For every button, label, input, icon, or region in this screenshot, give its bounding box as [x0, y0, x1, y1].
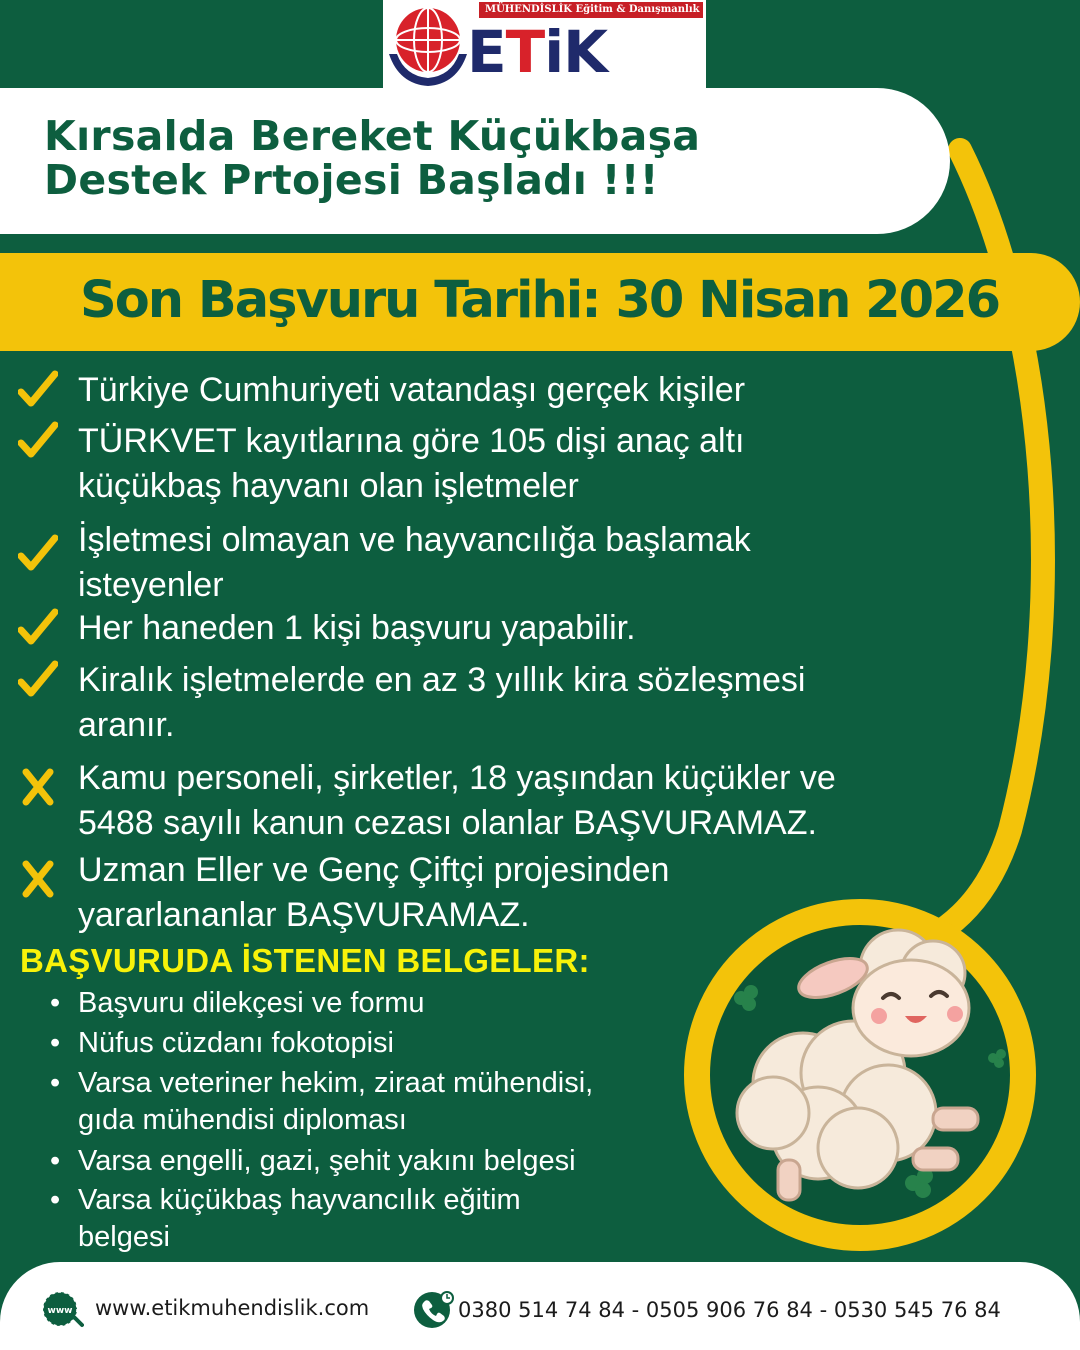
criteria-line: Uzman Eller ve Genç Çiftçi projesinden [78, 851, 670, 889]
headline-line-2: Destek Prtojesi Başladı !!! [44, 156, 659, 204]
logo-letter-t: T [505, 18, 545, 86]
criteria-line: İşletmesi olmayan ve hayvancılığa başlamak [78, 521, 751, 559]
headline-bubble [0, 88, 950, 234]
criteria-line: isteyenler [78, 566, 224, 604]
criteria-line: Türkiye Cumhuriyeti vatandaşı gerçek kişiler [78, 371, 746, 409]
criteria-line: küçükbaş hayvanı olan işletmeler [78, 467, 579, 505]
documents-title: BAŞVURUDA İSTENEN BELGELER: [20, 942, 590, 979]
check-mark-icon [18, 368, 58, 410]
deadline-banner [0, 253, 1080, 351]
criteria-line: Kiralık işletmelerde en az 3 yıllık kira sözleşmesi [78, 661, 806, 699]
website-link[interactable]: www.etikmuhendislik.com [95, 1296, 370, 1320]
check-mark-icon [18, 419, 58, 461]
headline-line-1: Kırsalda Bereket Küçükbaşa [44, 112, 701, 160]
www-icon-label: www [47, 1306, 73, 1316]
criteria-line: TÜRKVET kayıtlarına göre 105 dişi anaç altı [78, 422, 745, 460]
criteria-line: Kamu personeli, şirketler, 18 yaşından küçükler ve [78, 759, 836, 797]
logo-letter-e: E [467, 18, 506, 86]
bullet: • [50, 1145, 61, 1177]
phone-icon [412, 1289, 456, 1331]
document-line: Varsa küçükbaş hayvancılık eğitim [78, 1184, 521, 1216]
phone-numbers[interactable]: 0380 514 74 84 - 0505 906 76 84 - 0530 545 76 84 [458, 1298, 1001, 1322]
logo-tagline: MÜHENDİSLİK Eğitim & Danışmanlık [479, 2, 703, 18]
bullet: • [50, 1027, 61, 1059]
www-globe-icon[interactable] [40, 1289, 84, 1329]
deadline-text: Son Başvuru Tarihi: 30 Nisan 2026 [80, 271, 1000, 330]
document-line: gıda mühendisi diploması [78, 1104, 407, 1136]
cross-mark-icon [18, 766, 58, 808]
criteria-line: 5488 sayılı kanun cezası olanlar BAŞVURAMAZ. [78, 804, 817, 842]
criteria-line: Her haneden 1 kişi başvuru yapabilir. [78, 609, 636, 647]
cross-mark-icon [18, 858, 58, 900]
bullet: • [50, 1067, 61, 1099]
company-logo [383, 0, 706, 88]
criteria-line: aranır. [78, 706, 175, 744]
check-mark-icon [18, 606, 58, 648]
check-mark-icon [18, 658, 58, 700]
check-mark-icon [18, 532, 58, 574]
bullet: • [50, 1184, 61, 1216]
document-line: Varsa veteriner hekim, ziraat mühendisi, [78, 1067, 594, 1099]
bullet: • [50, 987, 61, 1019]
document-line: belgesi [78, 1221, 170, 1253]
document-line: Varsa engelli, gazi, şehit yakını belgesi [78, 1145, 576, 1177]
globe-hands-icon [385, 2, 471, 88]
criteria-line: yararlananlar BAŞVURAMAZ. [78, 896, 530, 934]
document-line: Nüfus cüzdanı fokotopisi [78, 1027, 394, 1059]
logo-letters-ik: iK [544, 18, 608, 86]
footer-contact-bar [0, 1262, 1080, 1350]
document-line: Başvuru dilekçesi ve formu [78, 987, 425, 1019]
logo-brand-text [467, 18, 608, 86]
sheep-illustration [683, 898, 1038, 1253]
